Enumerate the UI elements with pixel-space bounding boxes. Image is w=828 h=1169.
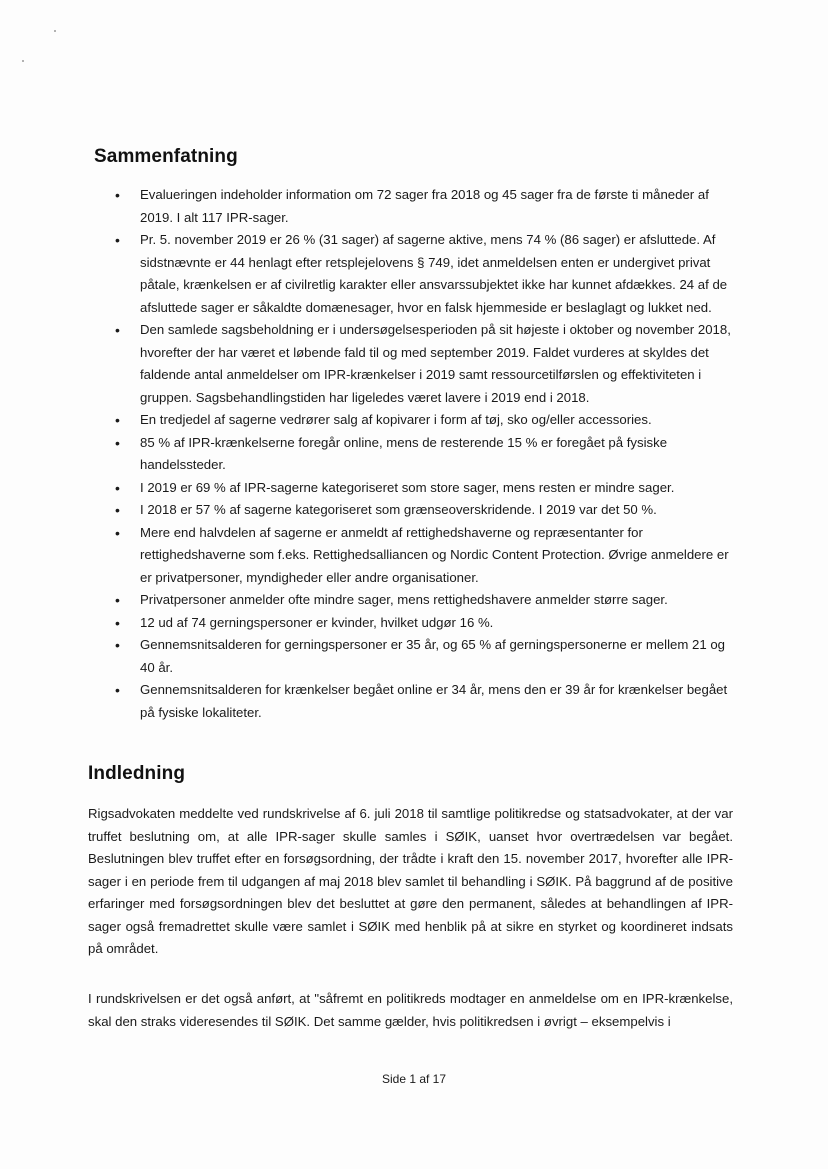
- list-item: • Gennemsnitsalderen for gerningspersoner er 35 år, og 65 % af gerningspersonerne er mellem 21 og 40 år.: [140, 634, 740, 679]
- intro-paragraph-continued: I rundskrivelsen er det også anført, at "såfremt en politikreds modtager en anmeldelse om en IPR-krænkelse, skal den straks videresendes til SØIK. Det samme gælder, hvis politikredsen i øvrigt – eksempelvis i: [88, 991, 733, 1029]
- list-item: • Gennemsnitsalderen for krænkelser begået online er 34 år, mens den er 39 år for krænkelser begået på fysiske lokaliteter.: [140, 679, 740, 724]
- scan-speck: [22, 60, 24, 62]
- list-item: • I 2018 er 57 % af sagerne kategoriseret som grænseoverskridende. I 2019 var det 50 %.: [140, 499, 740, 522]
- list-item: • 12 ud af 74 gerningspersoner er kvinder, hvilket udgør 16 %.: [140, 612, 740, 635]
- list-item: • Den samlede sagsbeholdning er i undersøgelsesperioden på sit højeste i oktober og november 2018, hvorefter der har været et løbende fald til og med september 2019. Faldet vurderes at skyldes det faldende antal anmeldelser om IPR-krænkelser i 2019 samt ressourcetilførslen og effektiviteten i gruppen. Sagsbehandlingstiden har ligeledes været lavere i 2019 end i 2018.: [140, 319, 740, 409]
- intro-heading: Indledning: [88, 763, 186, 784]
- intro-paragraph: Rigsadvokaten meddelte ved rundskrivelse af 6. juli 2018 til samtlige politikredse og statsadvokater, at der var truffet beslutning om, at alle IPR-sager skulle samles i SØIK, uanset hvor overtrædelsen var begået. Beslutningen blev truffet efter en forsøgsordning, der trådte i kraft den 15. november 2017, hvorefter alle IPR-sager i en periode frem til udgangen af maj 2018 blev samlet til behandling i SØIK. På baggrund af de positive erfaringer med forsøgsordningen blev det besluttet at gøre den permanent, således at behandlingen af IPR-sager også fremadrettet skulle være samlet i SØIK med henblik på at sikre en styrket og koordineret indsats på området.: [88, 806, 733, 956]
- summary-bullet-list: [140, 184, 740, 724]
- list-item: • Pr. 5. november 2019 er 26 % (31 sager) af sagerne aktive, mens 74 % (86 sager) er afsluttede. Af sidstnævnte er 44 henlagt efter retsplejelovens § 749, idet anmeldelsen enten er undergivet privat påtale, krænkelsen er af civilretlig karakter eller ansvarssubjektet ikke har kunnet afdækkes. 24 af de afsluttede sager er såkaldte domænesager, hvor en falsk hjemmeside er beslaglagt og lukket ned.: [140, 229, 740, 319]
- list-item: • En tredjedel af sagerne vedrører salg af kopivarer i form af tøj, sko og/eller accessories.: [140, 409, 740, 432]
- summary-heading: Sammenfatning: [94, 146, 238, 167]
- list-item: • Evalueringen indeholder information om 72 sager fra 2018 og 45 sager fra de første ti måneder af 2019. I alt 117 IPR-sager.: [140, 184, 740, 229]
- list-item: • I 2019 er 69 % af IPR-sagerne kategoriseret som store sager, mens resten er mindre sager.: [140, 477, 740, 500]
- page-number: Side 1 af 17: [381, 1072, 447, 1086]
- list-item: • Mere end halvdelen af sagerne er anmeldt af rettighedshaverne og repræsentanter for rettighedshaverne som f.eks. Rettighedsalliancen og Nordic Content Protection. Øvrige anmeldere er er privatpersoner, myndigheder eller andre organisationer.: [140, 522, 740, 590]
- scan-speck: [54, 30, 56, 32]
- list-item: • Privatpersoner anmelder ofte mindre sager, mens rettighedshavere anmelder større sager.: [140, 589, 740, 612]
- list-item: • 85 % af IPR-krænkelserne foregår online, mens de resterende 15 % er foregået på fysiske handelssteder.: [140, 432, 740, 477]
